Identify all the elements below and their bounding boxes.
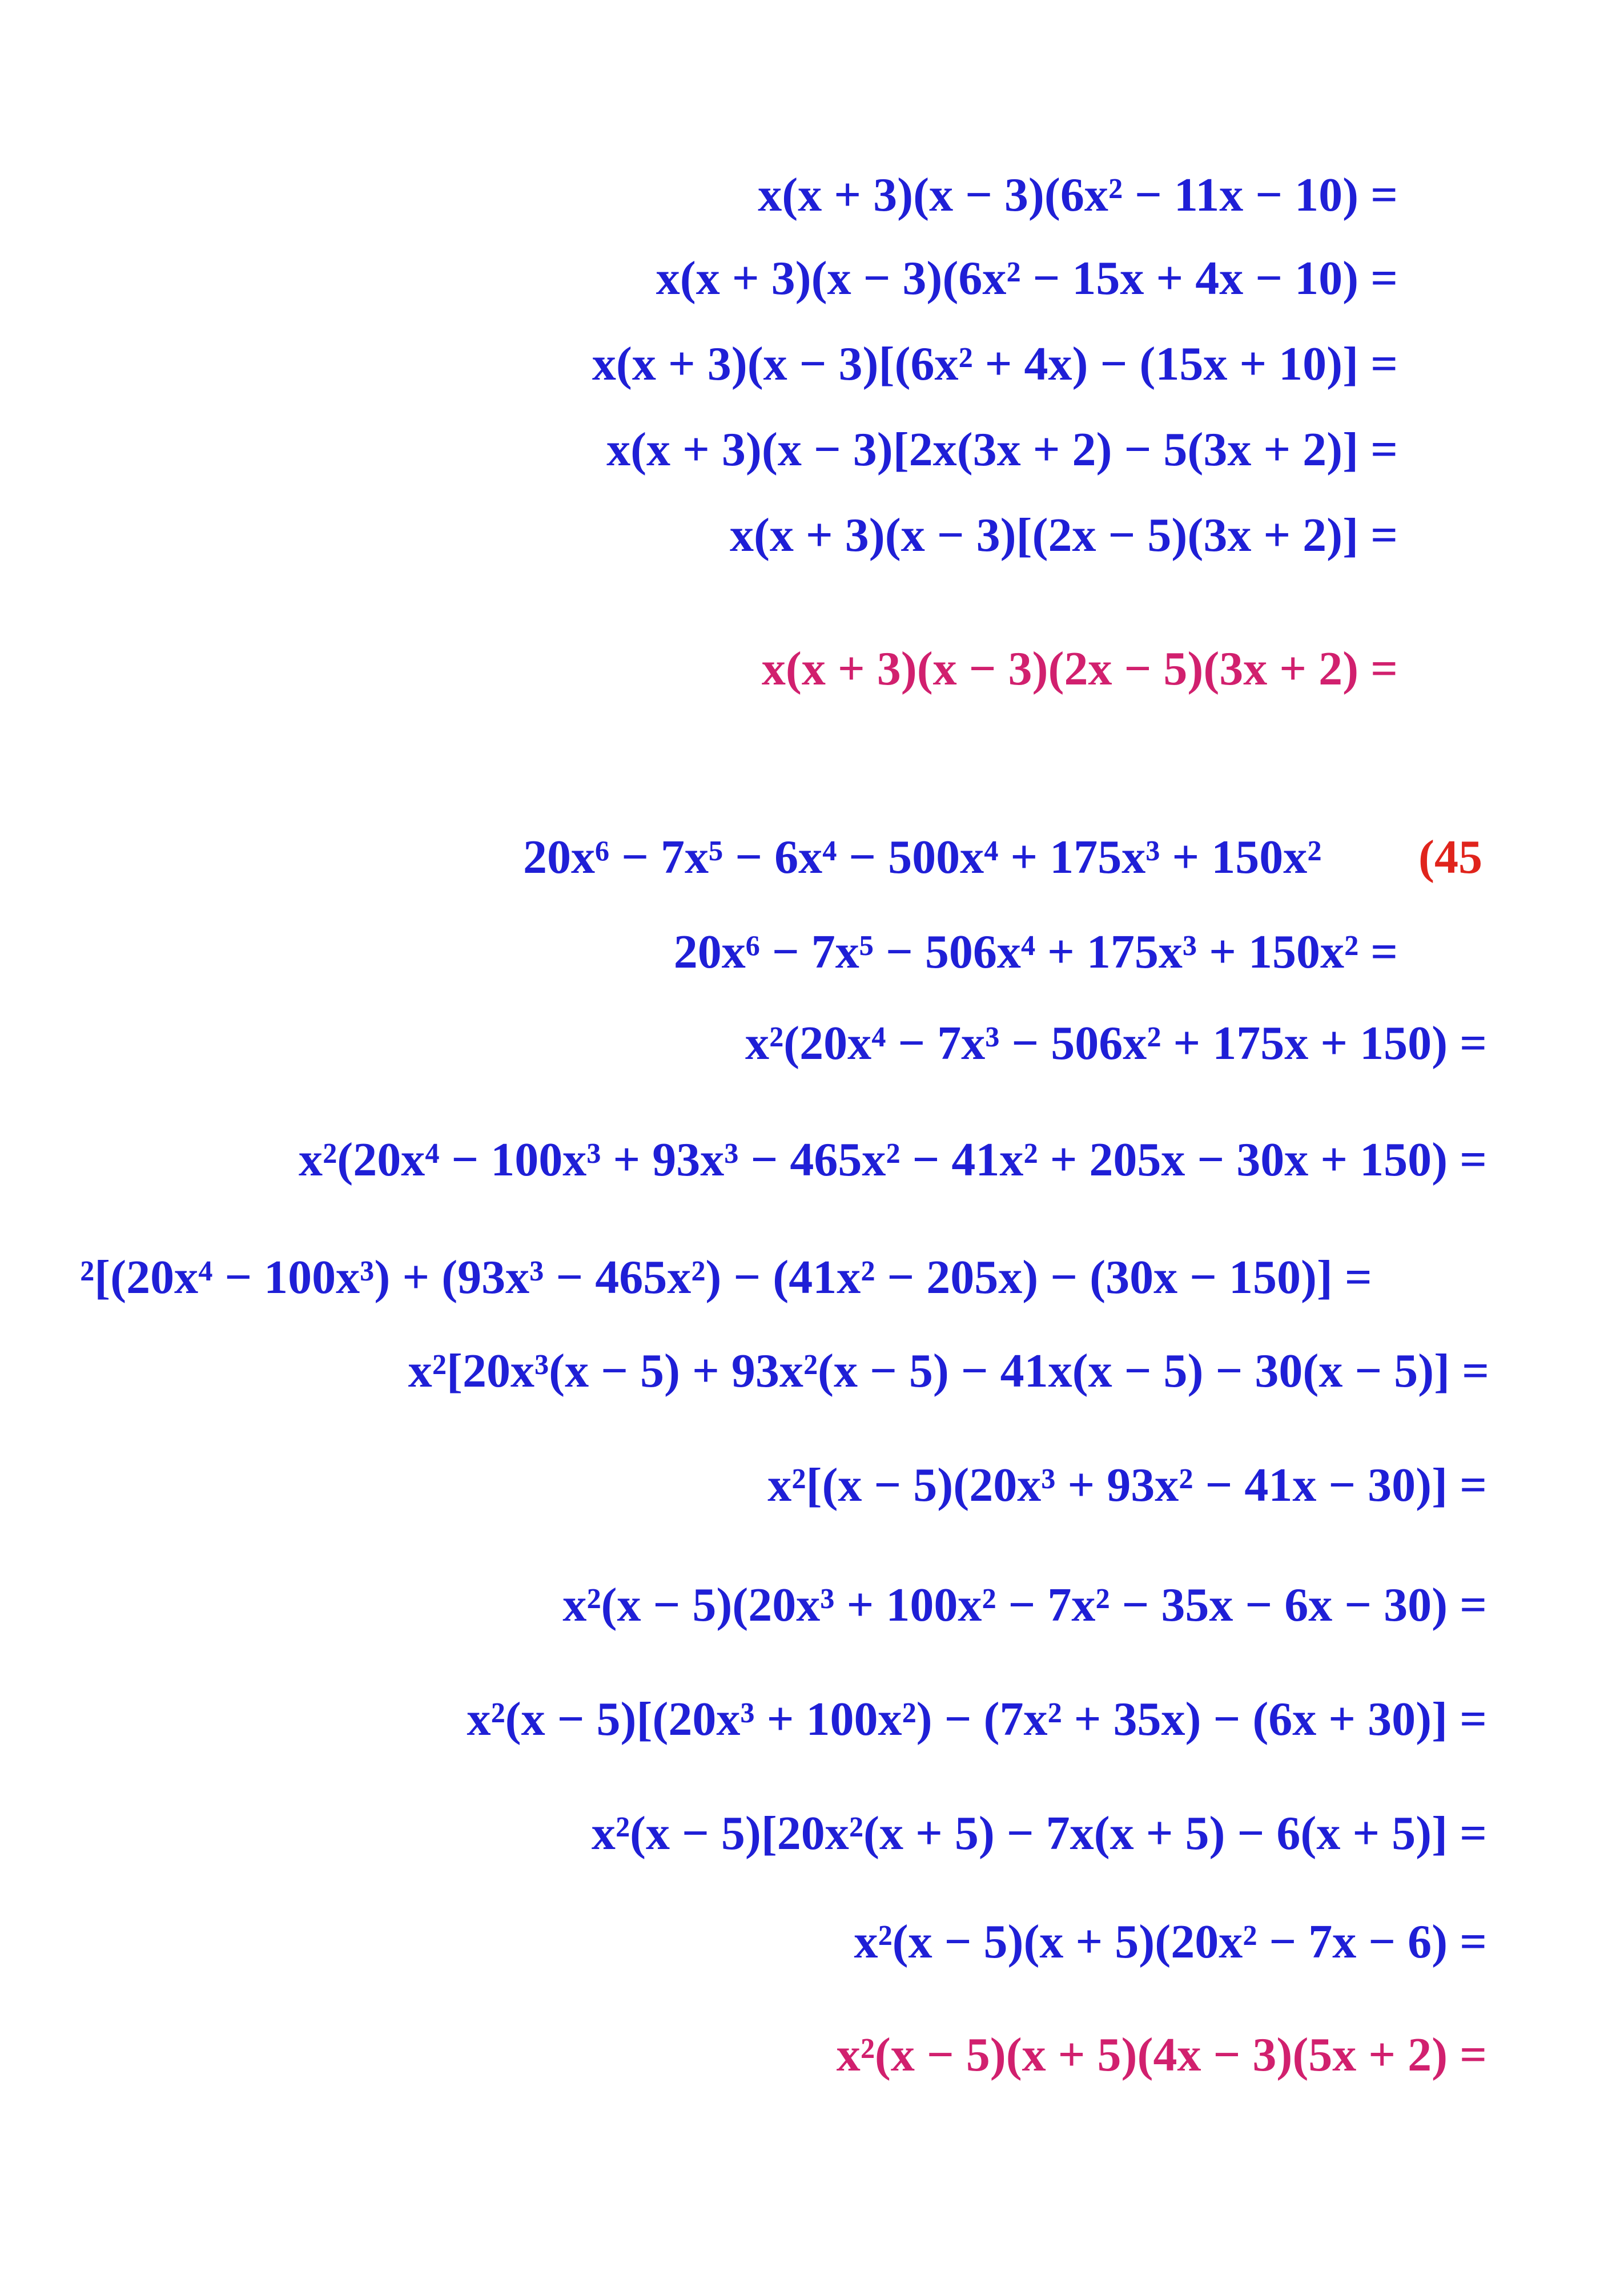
problem-expression: 20x⁶ − 7x⁵ − 6x⁴ − 500x⁴ + 175x³ + 150x²: [523, 831, 1322, 884]
step-line: x(x + 3)(x − 3)[(2x − 5)(3x + 2)] =: [729, 509, 1398, 562]
problem-number: (45: [1418, 831, 1482, 884]
step-line: x(x + 3)(x − 3)(6x² − 15x + 4x − 10) =: [656, 252, 1398, 305]
step-line: x(x + 3)(x − 3)[2x(3x + 2) − 5(3x + 2)] =: [606, 423, 1398, 476]
step-line: x²(20x⁴ − 100x³ + 93x³ − 465x² − 41x² + 205x − 30x + 150) =: [299, 1133, 1487, 1186]
step-line: x²(20x⁴ − 7x³ − 506x² + 175x + 150) =: [745, 1017, 1487, 1070]
step-line: x²(x − 5)(20x³ + 100x² − 7x² − 35x − 6x − 30) =: [562, 1578, 1487, 1632]
step-line: x²(x − 5)[(20x³ + 100x²) − (7x² + 35x) − (6x + 30)] =: [467, 1693, 1487, 1746]
step-line: x(x + 3)(x − 3)(6x² − 11x − 10) =: [758, 168, 1398, 221]
step-line: x(x + 3)(x − 3)[(6x² + 4x) − (15x + 10)] =: [592, 337, 1398, 390]
step-line: x²(x − 5)(x + 5)(20x² − 7x − 6) =: [854, 1915, 1487, 1968]
final-result-line: x²(x − 5)(x + 5)(4x − 3)(5x + 2) =: [836, 2028, 1487, 2081]
step-line: x²[20x³(x − 5) + 93x²(x − 5) − 41x(x − 5) − 30(x − 5)] =: [408, 1344, 1489, 1397]
step-line: x²[(x − 5)(20x³ + 93x² − 41x − 30)] =: [767, 1459, 1487, 1512]
step-line: 20x⁶ − 7x⁵ − 506x⁴ + 175x³ + 150x² =: [673, 925, 1398, 978]
step-line: x²(x − 5)[20x²(x + 5) − 7x(x + 5) − 6(x + 5)] =: [591, 1807, 1487, 1860]
final-result-line: x(x + 3)(x − 3)(2x − 5)(3x + 2) =: [761, 642, 1398, 695]
step-line: ²[(20x⁴ − 100x³) + (93x³ − 465x²) − (41x² − 205x) − (30x − 150)] =: [80, 1251, 1372, 1304]
